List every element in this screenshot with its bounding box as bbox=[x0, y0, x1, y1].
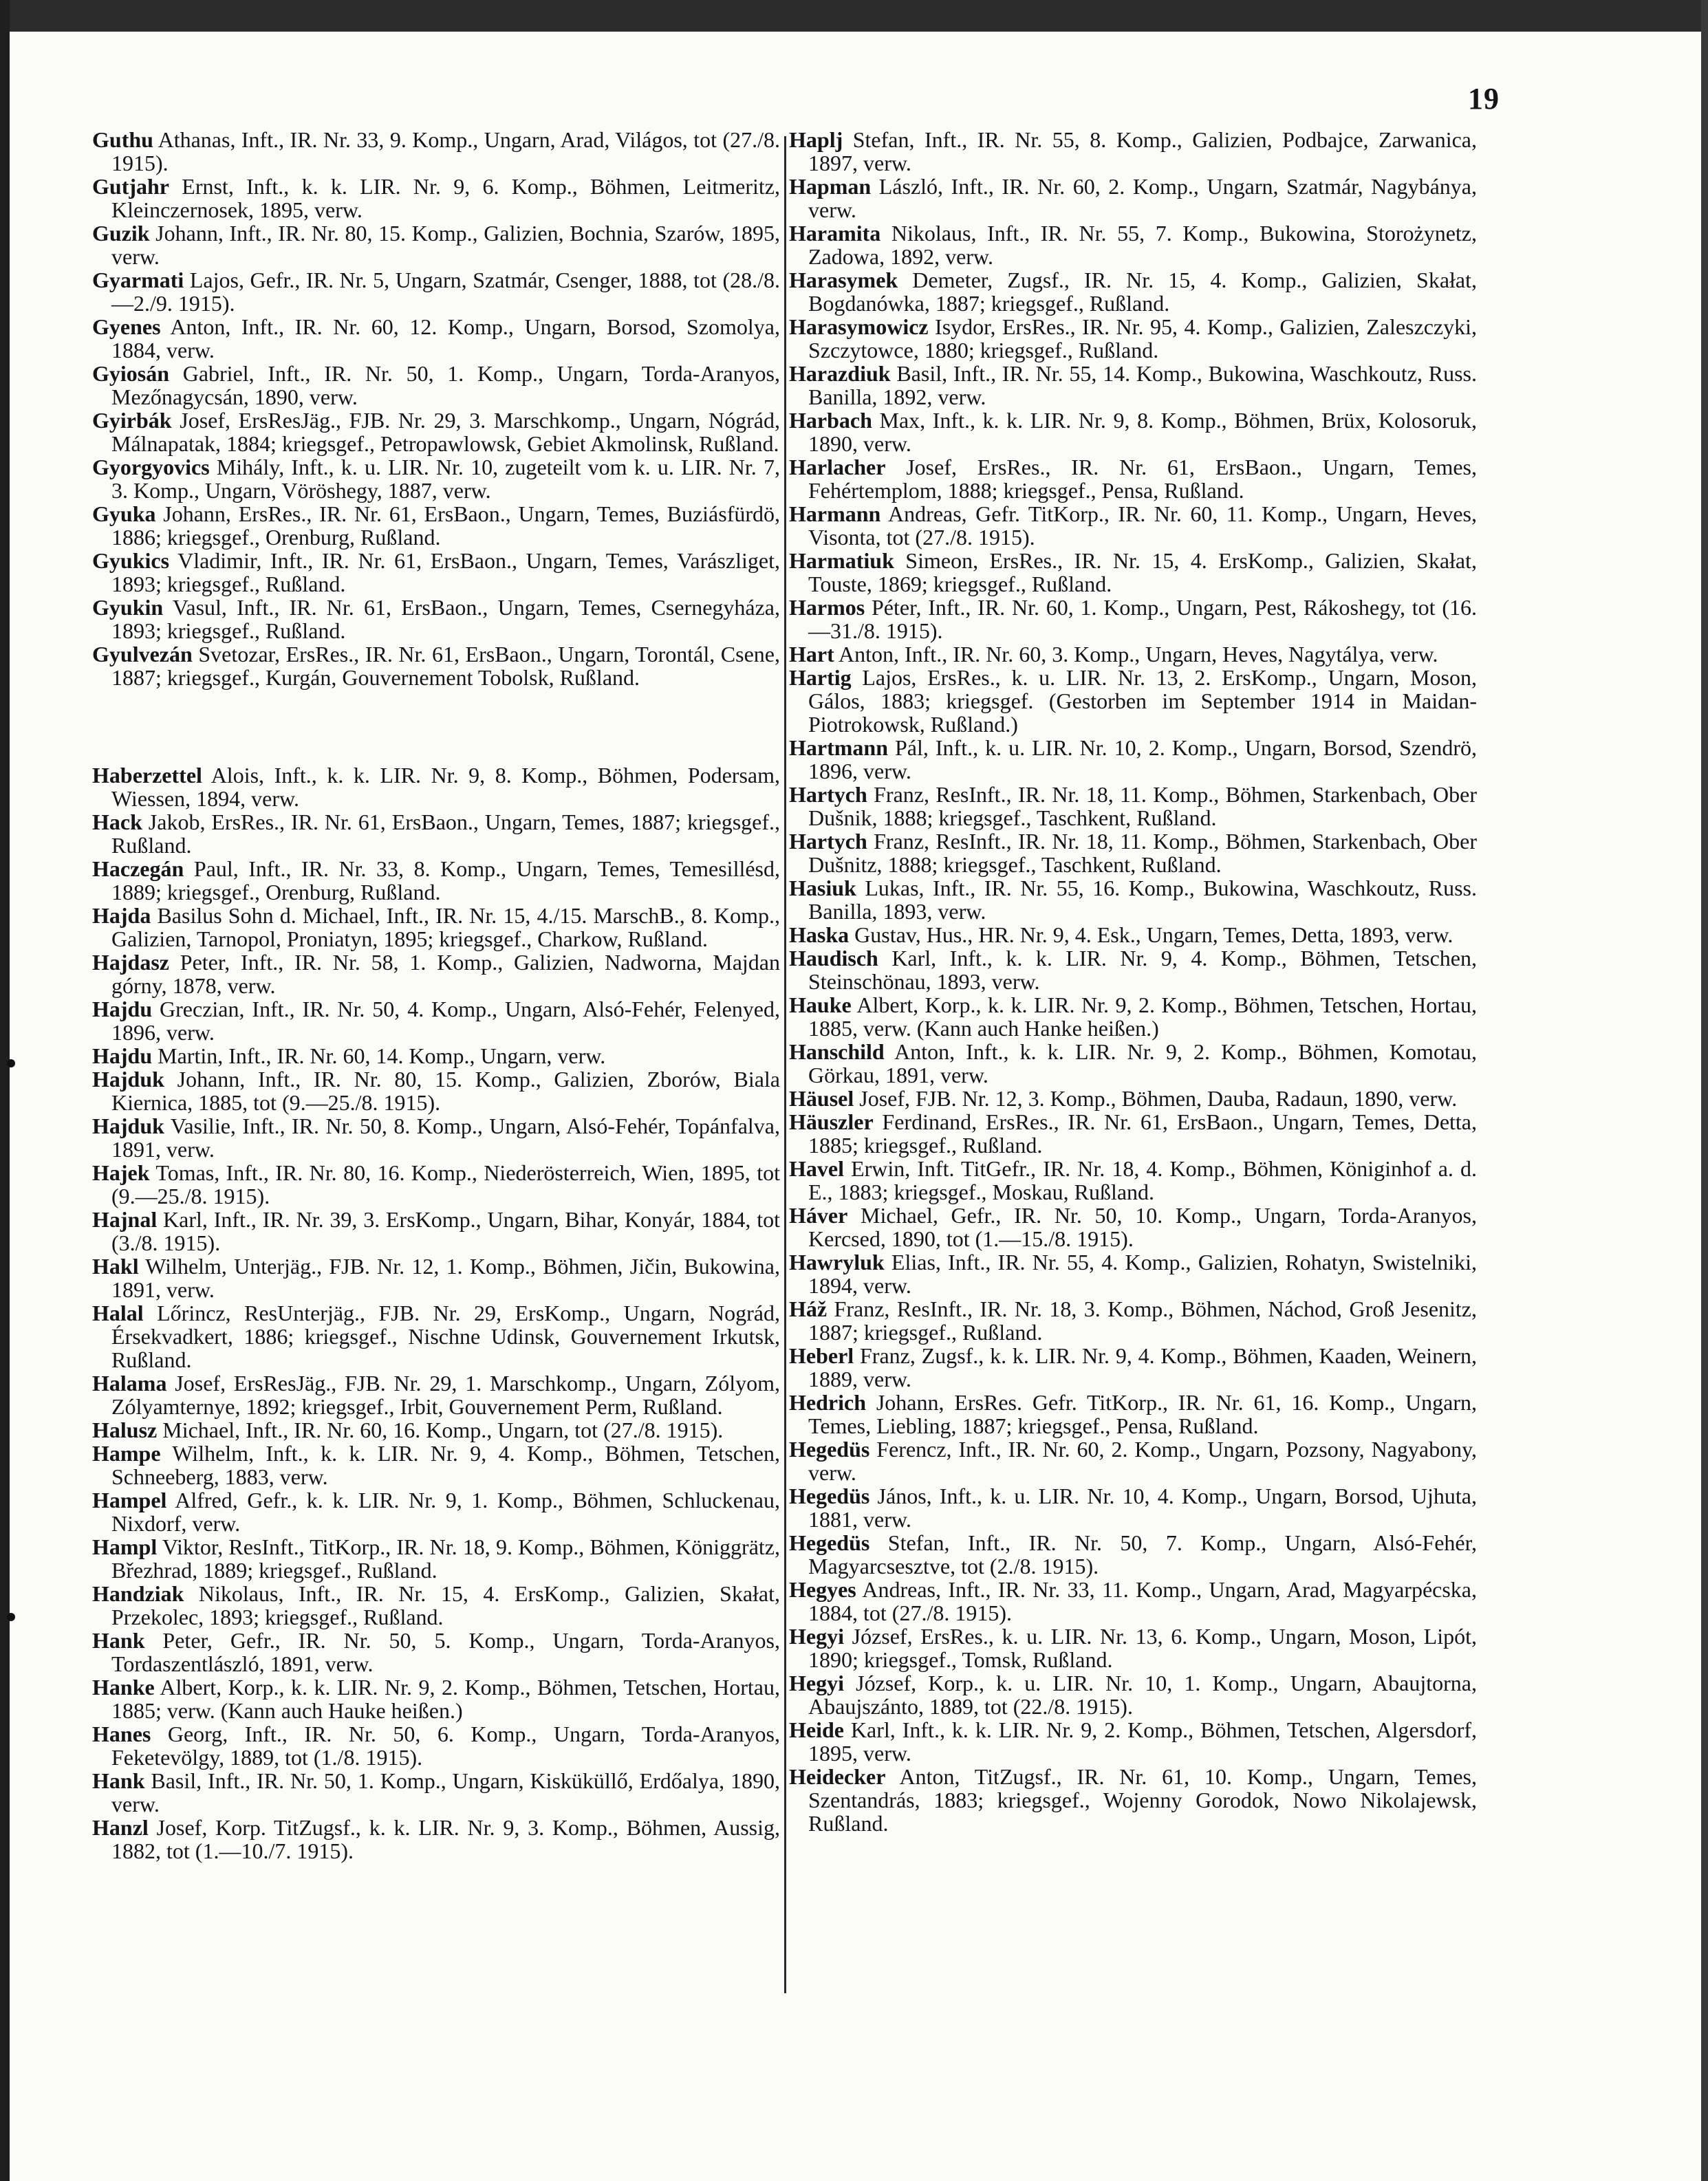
register-entry bbox=[92, 1208, 780, 1255]
register-entry bbox=[92, 455, 780, 502]
entry-details: Wilhelm, Inft., k. k. LIR. Nr. 9, 4. Komp., Böhmen, Tetschen, Schneeberg, 1883, verw. bbox=[111, 1441, 780, 1489]
register-entry bbox=[789, 1671, 1477, 1718]
entry-surname: Gutjahr bbox=[92, 174, 169, 199]
section-gap bbox=[92, 689, 780, 763]
register-entry bbox=[789, 502, 1477, 549]
entry-details: József, Korp., k. u. LIR. Nr. 10, 1. Komp., Ungarn, Abaujtorna, Abaujszánto, 1889, tot (22./8. 1915). bbox=[808, 1671, 1477, 1719]
entry-details: Max, Inft., k. k. LIR. Nr. 9, 8. Komp., Böhmen, Brüx, Kolosoruk, 1890, verw. bbox=[808, 408, 1477, 456]
entry-surname: Hampe bbox=[92, 1441, 161, 1466]
entry-surname: Hartmann bbox=[789, 735, 888, 760]
entry-details: Josef, Korp. TitZugsf., k. k. LIR. Nr. 9, 3. Komp., Böhmen, Aussig, 1882, tot (1.—10./7. 1915). bbox=[111, 1815, 780, 1863]
entry-surname: Hack bbox=[92, 810, 142, 834]
register-entry bbox=[789, 175, 1477, 221]
register-entry bbox=[92, 1816, 780, 1863]
register-entry bbox=[92, 1722, 780, 1769]
register-entry bbox=[789, 1344, 1477, 1391]
column-divider bbox=[784, 136, 786, 1993]
entry-details: Basil, Inft., IR. Nr. 55, 14. Komp., Bukowina, Waschkoutz, Russ. Banilla, 1892, verw. bbox=[808, 361, 1477, 409]
register-entry bbox=[92, 128, 780, 175]
entry-surname: Harlacher bbox=[789, 455, 886, 479]
entry-surname: Hampel bbox=[92, 1488, 167, 1512]
register-entry bbox=[789, 221, 1477, 268]
entry-surname: Hanke bbox=[92, 1675, 155, 1700]
entry-details: Albert, Korp., k. k. LIR. Nr. 9, 2. Komp., Böhmen, Tetschen, Hortau, 1885, verw. (Kann auch Hanke heißen.) bbox=[808, 992, 1477, 1041]
entry-details: Franz, Zugsf., k. k. LIR. Nr. 9, 4. Komp., Böhmen, Kaaden, Weinern, 1889, verw. bbox=[808, 1343, 1477, 1391]
entry-surname: Hakl bbox=[92, 1254, 139, 1279]
entry-surname: Hapman bbox=[789, 174, 872, 199]
register-entry bbox=[789, 1391, 1477, 1437]
entry-details: Andreas, Inft., IR. Nr. 33, 11. Komp., Ungarn, Arad, Magyarpécska, 1884, tot (27./8. 1915). bbox=[808, 1577, 1477, 1625]
entry-surname: Gyukin bbox=[92, 595, 164, 620]
register-entry bbox=[789, 1157, 1477, 1204]
entry-surname: Harazdiuk bbox=[789, 361, 891, 386]
entry-surname: Hegyes bbox=[789, 1577, 856, 1602]
entry-surname: Hartych bbox=[789, 782, 867, 807]
entry-surname: Hartig bbox=[789, 665, 852, 690]
entry-details: Karl, Inft., k. k. LIR. Nr. 9, 4. Komp., Böhmen, Tetschen, Steinschönau, 1893, verw. bbox=[808, 946, 1477, 994]
entry-details: Gustav, Hus., HR. Nr. 9, 4. Esk., Ungarn, Temes, Detta, 1893, verw. bbox=[849, 922, 1453, 947]
entry-surname: Haberzettel bbox=[92, 763, 202, 788]
register-entry bbox=[789, 315, 1477, 362]
register-entry bbox=[789, 993, 1477, 1040]
entry-details: Lőrincz, ResUnterjäg., FJB. Nr. 29, ErsKomp., Ungarn, Nográd, Érsekvadkert, 1886; kriegsgef., Nischne Udinsk, Gouvernement Irkutsk, Rußland. bbox=[111, 1301, 780, 1372]
entry-surname: Harbach bbox=[789, 408, 872, 433]
entry-details: Paul, Inft., IR. Nr. 33, 8. Komp., Ungarn, Temes, Temesillésd, 1889; kriegsgef., Orenburg, Rußland. bbox=[111, 856, 780, 904]
register-entry bbox=[92, 1371, 780, 1418]
entry-details: Nikolaus, Inft., IR. Nr. 15, 4. ErsKomp., Galizien, Skałat, Przekolec, 1893; kriegsgef., Rußland. bbox=[111, 1581, 780, 1629]
register-entry bbox=[789, 1578, 1477, 1625]
entry-details: Anton, Inft., IR. Nr. 60, 12. Komp., Ungarn, Borsod, Szomolya, 1884, verw. bbox=[111, 314, 780, 362]
register-entry bbox=[92, 1582, 780, 1629]
register-entry bbox=[92, 1255, 780, 1301]
entry-details: Josef, FJB. Nr. 12, 3. Komp., Böhmen, Dauba, Radaun, 1890, verw. bbox=[854, 1086, 1458, 1111]
entry-details: János, Inft., k. u. LIR. Nr. 10, 4. Komp., Ungarn, Borsod, Ujhuta, 1881, verw. bbox=[808, 1484, 1477, 1532]
entry-details: Josef, ErsRes., IR. Nr. 61, ErsBaon., Ungarn, Temes, Fehértemplom, 1888; kriegsgef., Pensa, Rußland. bbox=[808, 455, 1477, 503]
entry-details: Elias, Inft., IR. Nr. 55, 4. Komp., Galizien, Rohatyn, Swistelniki, 1894, verw. bbox=[808, 1250, 1477, 1298]
entry-surname: Häuszler bbox=[789, 1109, 874, 1134]
entry-details: Johann, Inft., IR. Nr. 80, 15. Komp., Galizien, Zborów, Biala Kiernica, 1885, tot (9.—25./8. 1915). bbox=[111, 1067, 780, 1115]
entry-details: Athanas, Inft., IR. Nr. 33, 9. Komp., Ungarn, Arad, Világos, tot (27./8. 1915). bbox=[111, 127, 780, 175]
register-entry bbox=[92, 221, 780, 268]
register-entry bbox=[92, 1044, 780, 1067]
entry-surname: Häusel bbox=[789, 1086, 854, 1111]
entry-details: Ferencz, Inft., IR. Nr. 60, 2. Komp., Ungarn, Pozsony, Nagyabony, verw. bbox=[808, 1437, 1477, 1485]
register-entry bbox=[789, 1204, 1477, 1250]
entry-surname: Hegedüs bbox=[789, 1437, 870, 1462]
entry-details: Alois, Inft., k. k. LIR. Nr. 9, 8. Komp., Böhmen, Podersam, Wiessen, 1894, verw. bbox=[111, 763, 780, 811]
entry-surname: Hartych bbox=[789, 829, 867, 854]
entry-details: Erwin, Inft. TitGefr., IR. Nr. 18, 4. Komp., Böhmen, Königinhof a. d. E., 1883; kriegsgef., Moskau, Rußland. bbox=[808, 1156, 1477, 1204]
entry-surname: Halal bbox=[92, 1301, 144, 1325]
entry-details: Michael, Gefr., IR. Nr. 50, 10. Komp., Ungarn, Torda-Aranyos, Kercsed, 1890, tot (1.—15./8. 1915). bbox=[808, 1203, 1477, 1251]
entry-details: Wilhelm, Unterjäg., FJB. Nr. 12, 1. Komp., Böhmen, Jičin, Bukowina, 1891, verw. bbox=[111, 1254, 780, 1302]
entry-surname: Havel bbox=[789, 1156, 844, 1181]
entry-details: Lukas, Inft., IR. Nr. 55, 16. Komp., Bukowina, Waschkoutz, Russ. Banilla, 1893, verw. bbox=[808, 876, 1477, 924]
entry-details: Anton, Inft., k. k. LIR. Nr. 9, 2. Komp., Böhmen, Komotau, Görkau, 1891, verw. bbox=[808, 1039, 1477, 1087]
entry-surname: Haudisch bbox=[789, 946, 878, 970]
entry-details: Viktor, ResInft., TitKorp., IR. Nr. 18, 9. Komp., Böhmen, Königgrätz, Březhrad, 1889; kriegsgef., Rußland. bbox=[111, 1534, 780, 1583]
entry-surname: Hank bbox=[92, 1768, 145, 1793]
register-entry bbox=[92, 1301, 780, 1371]
register-entry bbox=[92, 268, 780, 315]
scan-edge-top bbox=[0, 0, 1708, 32]
entry-surname: Hegyi bbox=[789, 1671, 844, 1695]
entry-details: Karl, Inft., IR. Nr. 39, 3. ErsKomp., Ungarn, Bihar, Konyár, 1884, tot (3./8. 1915). bbox=[111, 1207, 780, 1255]
entry-surname: Hajdasz bbox=[92, 950, 169, 975]
entry-surname: Haska bbox=[789, 922, 850, 947]
register-entry bbox=[92, 409, 780, 455]
entry-surname: Hegedüs bbox=[789, 1484, 870, 1508]
register-entry bbox=[92, 175, 780, 221]
entry-details: Svetozar, ErsRes., IR. Nr. 61, ErsBaon., Ungarn, Torontál, Csene, 1887; kriegsgef., Kurgán, Gouvernement Tobolsk, Rußland. bbox=[111, 642, 780, 690]
register-entry bbox=[789, 1087, 1477, 1110]
register-entry bbox=[92, 857, 780, 904]
entry-surname: Hegyi bbox=[789, 1624, 844, 1649]
entry-surname: Heidecker bbox=[789, 1764, 886, 1789]
entry-details: Gabriel, Inft., IR. Nr. 50, 1. Komp., Ungarn, Torda-Aranyos, Mezőnagycsán, 1890, verw. bbox=[111, 361, 780, 409]
register-entry bbox=[789, 1250, 1477, 1297]
register-entry bbox=[92, 951, 780, 997]
register-entry bbox=[789, 1110, 1477, 1157]
entry-surname: Heberl bbox=[789, 1343, 854, 1368]
register-entry bbox=[92, 1442, 780, 1488]
entry-surname: Hedrich bbox=[789, 1390, 866, 1415]
entry-details: Stefan, Inft., IR. Nr. 50, 7. Komp., Ungarn, Alsó-Fehér, Magyarcsesztve, tot (2./8. 1915). bbox=[808, 1530, 1477, 1578]
entry-details: Ernst, Inft., k. k. LIR. Nr. 9, 6. Komp., Böhmen, Leitmeritz, Kleinczernosek, 1895, verw. bbox=[111, 174, 780, 222]
right-column bbox=[789, 128, 1477, 1835]
entry-details: Anton, TitZugsf., IR. Nr. 61, 10. Komp., Ungarn, Temes, Szentandrás, 1883; kriegsgef., Wojenny Gorodok, Nowo Nikolajewsk, Rußland. bbox=[808, 1764, 1477, 1836]
entry-surname: Harmatiuk bbox=[789, 548, 894, 573]
scan-edge-left bbox=[0, 0, 10, 2181]
register-entry bbox=[789, 1531, 1477, 1578]
register-entry bbox=[92, 1488, 780, 1535]
entry-details: Greczian, Inft., IR. Nr. 50, 4. Komp., Ungarn, Alsó-Fehér, Felenyed, 1896, verw. bbox=[111, 997, 780, 1045]
register-entry bbox=[92, 1769, 780, 1816]
entry-surname: Haramita bbox=[789, 221, 881, 246]
register-entry bbox=[789, 549, 1477, 596]
entry-surname: Hajduk bbox=[92, 1067, 164, 1092]
entry-details: Franz, ResInft., IR. Nr. 18, 11. Komp., Böhmen, Starkenbach, Ober Dušnitz, 1888; kriegsgef., Taschkent, Rußland. bbox=[808, 829, 1477, 877]
entry-surname: Haplj bbox=[789, 127, 843, 152]
entry-details: Josef, ErsResJäg., FJB. Nr. 29, 3. Marschkomp., Ungarn, Nógrád, Málnapatak, 1884; kriegsgef., Petropawlowsk, Gebiet Akmolinsk, Rußland. bbox=[111, 408, 780, 456]
entry-details: Johann, ErsRes., IR. Nr. 61, ErsBaon., Ungarn, Temes, Buziásfürdö, 1886; kriegsgef., Orenburg, Rußland. bbox=[111, 501, 780, 550]
entry-surname: Guthu bbox=[92, 127, 153, 152]
left-column bbox=[92, 128, 780, 1863]
entry-details: Anton, Inft., IR. Nr. 60, 3. Komp., Ungarn, Heves, Nagytálya, verw. bbox=[834, 642, 1438, 666]
entry-details: Jakob, ErsRes., IR. Nr. 61, ErsBaon., Ungarn, Temes, 1887; kriegsgef., Rußland. bbox=[111, 810, 780, 858]
entry-details: Michael, Inft., IR. Nr. 60, 16. Komp., Ungarn, tot (27./8. 1915). bbox=[157, 1418, 724, 1442]
register-entry bbox=[92, 642, 780, 689]
entry-details: László, Inft., IR. Nr. 60, 2. Komp., Ungarn, Szatmár, Nagybánya, verw. bbox=[808, 174, 1477, 222]
entry-details: Simeon, ErsRes., IR. Nr. 15, 4. ErsKomp., Galizien, Skałat, Touste, 1869; kriegsgef., Rußland. bbox=[808, 548, 1477, 596]
register-entry bbox=[789, 642, 1477, 666]
register-entry bbox=[92, 596, 780, 642]
register-entry bbox=[92, 1161, 780, 1208]
register-entry bbox=[789, 1437, 1477, 1484]
page-number: 19 bbox=[1468, 82, 1500, 116]
register-entry bbox=[92, 904, 780, 951]
entry-surname: Hauke bbox=[789, 992, 852, 1017]
register-entry bbox=[92, 362, 780, 409]
entry-surname: Hajda bbox=[92, 903, 151, 928]
register-entry bbox=[789, 946, 1477, 993]
entry-details: Peter, Inft., IR. Nr. 58, 1. Komp., Galizien, Nadworna, Majdan górny, 1878, verw. bbox=[111, 950, 780, 998]
scan-edge-right bbox=[1701, 0, 1708, 2181]
entry-details: Vladimir, Inft., IR. Nr. 61, ErsBaon., Ungarn, Temes, Varászliget, 1893; kriegsgef., Rußland. bbox=[111, 548, 780, 596]
entry-surname: Haczegán bbox=[92, 856, 184, 881]
entry-surname: Hart bbox=[789, 642, 834, 666]
entry-details: Vasilie, Inft., IR. Nr. 50, 8. Komp., Ungarn, Alsó-Fehér, Topánfalva, 1891, verw. bbox=[111, 1114, 780, 1162]
entry-details: Ferdinand, ErsRes., IR. Nr. 61, ErsBaon., Ungarn, Temes, Detta, 1885; kriegsgef., Rußland. bbox=[808, 1109, 1477, 1158]
entry-surname: Guzik bbox=[92, 221, 150, 246]
entry-surname: Halusz bbox=[92, 1418, 158, 1442]
register-entry bbox=[92, 1418, 780, 1442]
entry-surname: Gyenes bbox=[92, 314, 161, 339]
register-entry bbox=[92, 1114, 780, 1161]
register-entry bbox=[789, 783, 1477, 829]
entry-surname: Gyuka bbox=[92, 501, 156, 526]
register-entry bbox=[92, 549, 780, 596]
register-entry bbox=[92, 763, 780, 810]
entry-surname: Hajdu bbox=[92, 1043, 153, 1068]
entry-surname: Gyukics bbox=[92, 548, 170, 573]
entry-surname: Hanes bbox=[92, 1722, 151, 1746]
entry-surname: Heide bbox=[789, 1717, 844, 1742]
entry-surname: Harmos bbox=[789, 595, 865, 620]
entry-surname: Gyiosán bbox=[92, 361, 170, 386]
entry-details: Demeter, Zugsf., IR. Nr. 15, 4. Komp., Galizien, Skałat, Bogdanówka, 1887; kriegsgef., Rußland. bbox=[808, 268, 1477, 316]
entry-surname: Handziak bbox=[92, 1581, 184, 1606]
entry-details: Franz, ResInft., IR. Nr. 18, 11. Komp., Böhmen, Starkenbach, Ober Dušnik, 1888; kriegsgef., Taschkent, Rußland. bbox=[808, 782, 1477, 830]
register-entry bbox=[92, 997, 780, 1044]
entry-details: Lajos, Gefr., IR. Nr. 5, Ungarn, Szatmár, Csenger, 1888, tot (28./8.—2./9. 1915). bbox=[111, 268, 780, 316]
entry-surname: Gyulvezán bbox=[92, 642, 193, 666]
entry-surname: Hajek bbox=[92, 1160, 150, 1185]
entry-details: Mihály, Inft., k. u. LIR. Nr. 10, zugeteilt vom k. u. LIR. Nr. 7, 3. Komp., Ungarn, Vöröshegy, 1887, verw. bbox=[111, 455, 780, 503]
entry-surname: Halama bbox=[92, 1371, 167, 1396]
register-entry bbox=[789, 923, 1477, 946]
register-entry bbox=[789, 1040, 1477, 1087]
left-group-g bbox=[92, 128, 780, 689]
entry-details: Albert, Korp., k. k. LIR. Nr. 9, 2. Komp., Böhmen, Tetschen, Hortau, 1885; verw. (Kann auch Hauke heißen.) bbox=[111, 1675, 780, 1723]
entry-surname: Harasymowicz bbox=[789, 314, 929, 339]
entry-details: Basilus Sohn d. Michael, Inft., IR. Nr. 15, 4./15. MarschB., 8. Komp., Galizien, Tarnopol, Proniatyn, 1895; kriegsgef., Charkow, Rußland. bbox=[111, 903, 780, 951]
entry-surname: Gyirbák bbox=[92, 408, 172, 433]
entry-details: Georg, Inft., IR. Nr. 50, 6. Komp., Ungarn, Torda-Aranyos, Feketevölgy, 1889, tot (1./8. 1915). bbox=[111, 1722, 780, 1770]
entry-details: Tomas, Inft., IR. Nr. 80, 16. Komp., Niederösterreich, Wien, 1895, tot (9.—25./8. 1915). bbox=[111, 1160, 780, 1208]
register-entry bbox=[92, 315, 780, 362]
register-entry bbox=[789, 268, 1477, 315]
register-entry bbox=[789, 362, 1477, 409]
register-entry bbox=[789, 1718, 1477, 1765]
entry-surname: Hajduk bbox=[92, 1114, 164, 1138]
entry-surname: Hanzl bbox=[92, 1815, 149, 1840]
entry-details: Isydor, ErsRes., IR. Nr. 95, 4. Komp., Galizien, Zaleszczyki, Szczytowce, 1880; kriegsgef., Rußland. bbox=[808, 314, 1477, 362]
register-entry bbox=[789, 128, 1477, 175]
entry-details: Martin, Inft., IR. Nr. 60, 14. Komp., Ungarn, verw. bbox=[152, 1043, 606, 1068]
register-entry bbox=[789, 736, 1477, 783]
entry-details: Johann, Inft., IR. Nr. 80, 15. Komp., Galizien, Bochnia, Szarów, 1895, verw. bbox=[111, 221, 780, 269]
register-entry bbox=[789, 596, 1477, 642]
register-entry bbox=[92, 1535, 780, 1582]
register-entry bbox=[92, 1629, 780, 1675]
entry-details: Josef, ErsResJäg., FJB. Nr. 29, 1. Marschkomp., Ungarn, Zólyom, Zólyamternye, 1892; kriegsgef., Irbit, Gouvernement Perm, Rußland. bbox=[111, 1371, 780, 1419]
register-entry bbox=[789, 666, 1477, 736]
margin-mark bbox=[7, 1059, 15, 1067]
entry-surname: Hajnal bbox=[92, 1207, 158, 1232]
entry-surname: Gyarmati bbox=[92, 268, 184, 292]
register-entry bbox=[789, 1484, 1477, 1531]
entry-surname: Gyorgyovics bbox=[92, 455, 210, 479]
right-entry-list bbox=[789, 128, 1477, 1835]
register-entry bbox=[789, 1625, 1477, 1671]
entry-details: Alfred, Gefr., k. k. LIR. Nr. 9, 1. Komp., Böhmen, Schluckenau, Nixdorf, verw. bbox=[111, 1488, 780, 1536]
entry-details: Péter, Inft., IR. Nr. 60, 1. Komp., Ungarn, Pest, Rákoshegy, tot (16.—31./8. 1915). bbox=[808, 595, 1477, 643]
entry-surname: Háž bbox=[789, 1296, 828, 1321]
entry-details: Johann, ErsRes. Gefr. TitKorp., IR. Nr. 61, 16. Komp., Ungarn, Temes, Liebling, 1887; kriegsgef., Pensa, Rußland. bbox=[808, 1390, 1477, 1438]
entry-surname: Hanschild bbox=[789, 1039, 885, 1064]
register-entry bbox=[92, 1675, 780, 1722]
entry-surname: Hegedüs bbox=[789, 1530, 870, 1555]
register-entry bbox=[789, 1297, 1477, 1344]
entry-surname: Hank bbox=[92, 1628, 145, 1653]
register-entry bbox=[789, 829, 1477, 876]
register-entry bbox=[789, 455, 1477, 502]
entry-surname: Hajdu bbox=[92, 997, 153, 1021]
left-group-h bbox=[92, 763, 780, 1863]
entry-surname: Harmann bbox=[789, 501, 881, 526]
entry-details: Nikolaus, Inft., IR. Nr. 55, 7. Komp., Bukowina, Storożynetz, Zadowa, 1892, verw. bbox=[808, 221, 1477, 269]
entry-details: Peter, Gefr., IR. Nr. 50, 5. Komp., Ungarn, Torda-Aranyos, Tordaszentlászló, 1891, verw. bbox=[111, 1628, 780, 1676]
register-entry bbox=[789, 876, 1477, 923]
entry-details: Pál, Inft., k. u. LIR. Nr. 10, 2. Komp., Ungarn, Borsod, Szendrö, 1896, verw. bbox=[808, 735, 1477, 783]
entry-details: Lajos, ErsRes., k. u. LIR. Nr. 13, 2. ErsKomp., Ungarn, Moson, Gálos, 1883; kriegsgef. (Gestorben im September 1914 in Maidan-Piotrokowsk, Rußland.) bbox=[808, 665, 1477, 737]
entry-surname: Hawryluk bbox=[789, 1250, 885, 1274]
entry-details: Franz, ResInft., IR. Nr. 18, 3. Komp., Böhmen, Náchod, Groß Jesenitz, 1887; kriegsgef., Rußland. bbox=[808, 1296, 1477, 1345]
entry-details: Basil, Inft., IR. Nr. 50, 1. Komp., Ungarn, Kisküküllő, Erdőalya, 1890, verw. bbox=[111, 1768, 780, 1816]
entry-surname: Harasymek bbox=[789, 268, 898, 292]
register-entry bbox=[92, 502, 780, 549]
register-entry bbox=[789, 409, 1477, 455]
register-entry bbox=[789, 1765, 1477, 1835]
entry-details: Andreas, Gefr. TitKorp., IR. Nr. 60, 11. Komp., Ungarn, Heves, Visonta, tot (27./8. 1915). bbox=[808, 501, 1477, 550]
entry-details: Vasul, Inft., IR. Nr. 61, ErsBaon., Ungarn, Temes, Csernegyháza, 1893; kriegsgef., Rußland. bbox=[111, 595, 780, 643]
margin-mark bbox=[7, 1613, 15, 1621]
register-entry bbox=[92, 810, 780, 857]
entry-surname: Hampl bbox=[92, 1534, 158, 1559]
entry-details: Stefan, Inft., IR. Nr. 55, 8. Komp., Galizien, Podbajce, Zarwanica, 1897, verw. bbox=[808, 127, 1477, 175]
register-entry bbox=[92, 1067, 780, 1114]
entry-surname: Hasiuk bbox=[789, 876, 856, 900]
entry-details: Karl, Inft., k. k. LIR. Nr. 9, 2. Komp., Böhmen, Tetschen, Algersdorf, 1895, verw. bbox=[808, 1717, 1477, 1766]
entry-surname: Háver bbox=[789, 1203, 848, 1228]
entry-details: József, ErsRes., k. u. LIR. Nr. 13, 6. Komp., Ungarn, Moson, Lipót, 1890; kriegsgef., Tomsk, Rußland. bbox=[808, 1624, 1477, 1672]
